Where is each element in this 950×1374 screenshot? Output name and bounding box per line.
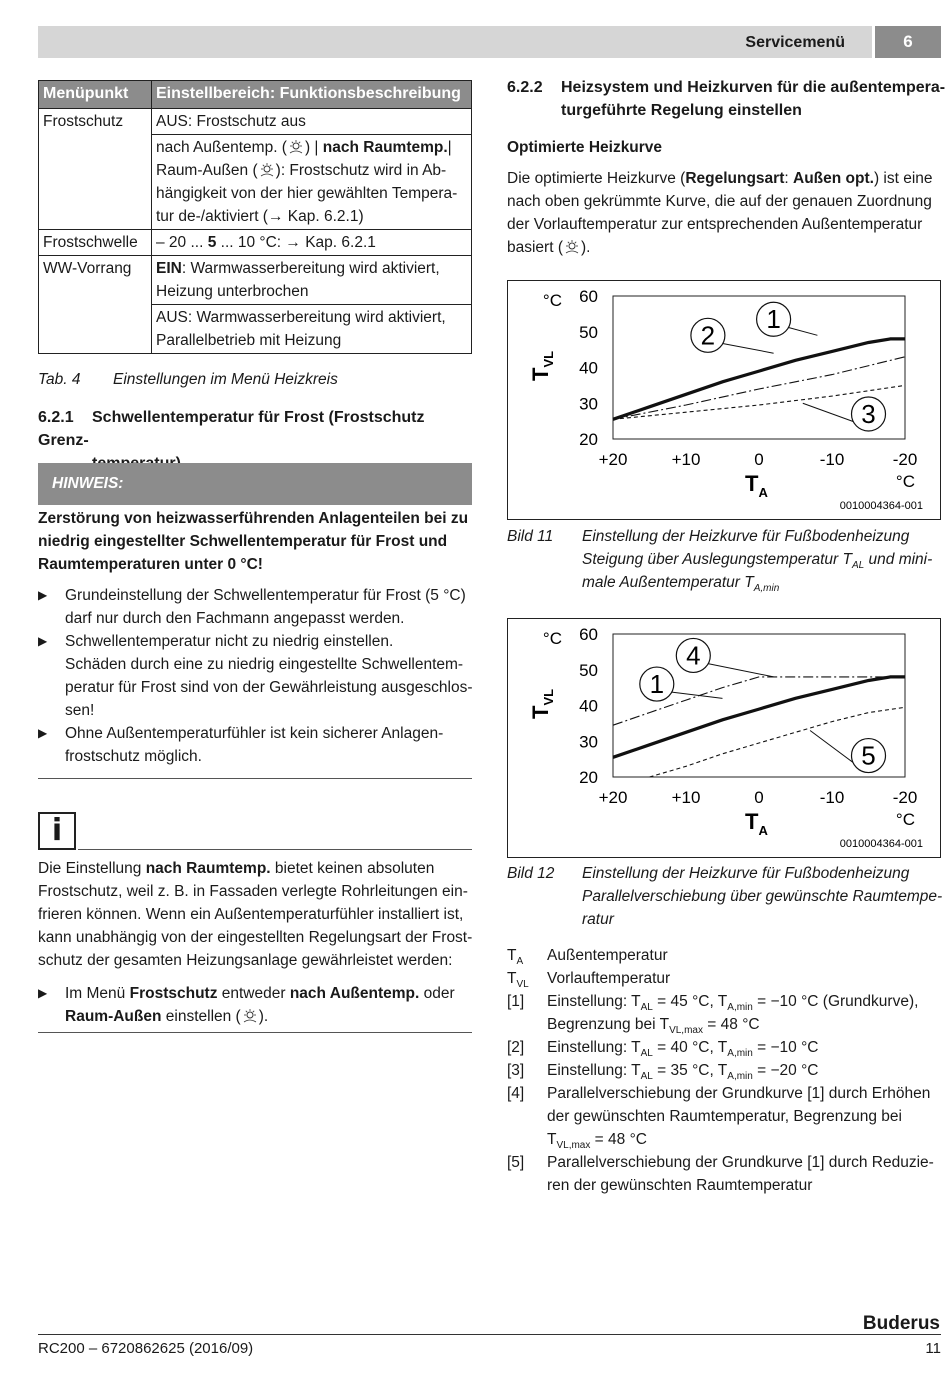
heating-curve-chart-1	[507, 280, 941, 520]
table-caption	[38, 368, 338, 391]
divider	[38, 1032, 472, 1033]
outdoor-temp-icon	[287, 139, 305, 155]
y-tick-label: 50	[579, 322, 598, 342]
legend-item: [3] Einstellung: $T_{AL} = 35$ °C, $T_{A,min} = -20$ °C	[507, 1062, 819, 1083]
info-paragraph: Die Einstellung nach Raumtemp. bietet keinen absoluten Frostschutz, weil z. B. in Fassaden verlegte Rohrleitungen ein- frieren können. Wenn ein Außentemperaturfühler installiert ist, kann unabhängig von der eingestellten Regelungsart der Frost- schutz der gesamten Heizungsanlage gewährleistet werden:	[38, 860, 473, 969]
heading-text: Schwellentemperatur für Frost (Frostschutz Grenz-	[38, 409, 425, 449]
callout-label: 3	[861, 398, 876, 429]
legend-item: [5] Parallelverschiebung der Grundkurve [1] durch Reduzie-	[507, 1154, 934, 1171]
callout-leader	[788, 327, 818, 335]
list-item: ▶ Im Menü Frostschutz entweder nach Außentemp. oder Raum-Außen einstellen ( ).	[38, 982, 478, 1028]
legend-item: $T_{VL,max} = 48$ °C	[547, 1131, 647, 1152]
callout-leader	[707, 663, 773, 676]
callout-leader	[722, 343, 774, 353]
footer-doc-id: RC200 – 6720862625 (2016/09)	[38, 1340, 254, 1357]
warning-bullet-list	[38, 584, 478, 768]
outdoor-temp-icon	[258, 162, 276, 178]
x-unit-label: °C	[895, 472, 915, 491]
x-tick-label: -10	[819, 450, 845, 469]
x-tick-label: 0	[754, 788, 764, 807]
y-tick-label: 30	[579, 732, 598, 752]
table-cell	[152, 305, 472, 354]
text: |	[447, 139, 452, 156]
x-tick-label: +10	[671, 788, 701, 807]
text: nach Raumtemp.	[322, 139, 448, 156]
legend-item: [1] Einstellung: $T_{AL} = 45$ °C, $T_{A,min} = -10$ °C (Grundkurve),	[507, 993, 919, 1014]
legend-item: der gewünschten Raumtemperatur, Begrenzung bei	[547, 1108, 902, 1125]
legend-item: [4] Parallelverschiebung der Grundkurve [1] durch Erhöhen	[507, 1085, 931, 1102]
y-tick-label: 50	[579, 660, 598, 680]
section-6-2-2-heading	[507, 76, 947, 122]
table-cell	[152, 230, 472, 256]
text-line: Zerstörung von heizwasserführenden Anlagenteilen bei zu	[38, 510, 469, 527]
y-tick-label: 60	[579, 625, 598, 644]
divider	[78, 849, 472, 850]
text-line: niedrig eingestellter Schwellentemperatur für Frost und	[38, 533, 448, 550]
divider	[38, 778, 472, 779]
text: AUS: Warmwasserbereitung wird aktiviert,	[156, 309, 446, 326]
legend-item: [2] Einstellung: $T_{AL} = 40$ °C, $T_{A,min} = -10$ °C	[507, 1039, 819, 1060]
heating-curve-chart-2	[507, 618, 941, 858]
text: hängigkeit von der hier gewählten Tempera-	[156, 185, 458, 202]
x-tick-label: -20	[892, 450, 918, 469]
table-cell: AUS: Frostschutz aus	[152, 109, 472, 135]
info-bullet-list	[38, 982, 478, 1028]
y-axis-label: $T_{VL}$	[528, 688, 556, 719]
section-number: 6.2.1	[38, 409, 74, 426]
chart-legend	[507, 944, 947, 1197]
text: nach Außentemp. (	[156, 139, 287, 156]
x-tick-label: 0	[754, 450, 764, 469]
heading-text: turgeführte Regelung einstellen	[561, 102, 802, 119]
table-cell	[152, 256, 472, 305]
page-number: 11	[925, 1340, 941, 1357]
heading-text: Heizsystem und Heizkurven für die außentempera-	[561, 79, 946, 96]
table-cell: Frostschwelle	[39, 230, 152, 256]
callout-label: 4	[686, 640, 701, 671]
subheading-optimierte-heizkurve: Optimierte Heizkurve	[507, 139, 663, 156]
y-tick-label: 40	[579, 358, 598, 378]
caption-number: Tab. 4	[38, 371, 81, 388]
outdoor-temp-icon	[241, 1008, 259, 1024]
table-cell: Frostschutz	[39, 109, 152, 230]
y-tick-label: 20	[579, 768, 598, 787]
callout-label: 2	[700, 320, 716, 351]
figure-caption-11: Bild 11 Einstellung der Heizkurve für Fußbodenheizung Steigung über Auslegungstemperatur $T_{AL}$ und mini- male Außentemperatur $T_{A,min}$	[507, 528, 933, 595]
brand-logo: Buderus	[862, 1313, 940, 1334]
callout-label: 1	[649, 669, 665, 700]
outdoor-temp-icon	[563, 239, 581, 255]
table-header-menupunkt: Menüpunkt	[39, 81, 152, 109]
figure-caption-12: Bild 12 Einstellung der Heizkurve für Fußbodenheizung Parallelverschiebung über gewünschte Raumtempe- ratur	[507, 865, 943, 928]
table-cell: WW-Vorrang	[39, 256, 152, 354]
figure-code: 0010004364-001	[839, 500, 923, 512]
x-unit-label: °C	[895, 810, 915, 829]
text: Raum-Außen (	[156, 162, 258, 179]
header-title: Servicemenü	[745, 34, 845, 51]
list-item: ▶ Ohne Außentemperaturfühler ist kein sicherer Anlagen- frostschutz möglich.	[38, 722, 478, 768]
section-number: 6.2.2	[507, 79, 543, 96]
text: ... 10 °C: → Kap. 6.2.1	[216, 234, 376, 251]
table-row	[39, 256, 472, 305]
text: – 20 ...	[156, 234, 208, 251]
x-tick-label: -10	[819, 788, 845, 807]
chapter-number: 6	[875, 26, 941, 58]
x-tick-label: +20	[598, 788, 628, 807]
y-unit-label: °C	[542, 291, 562, 310]
text: tur de-/aktiviert (→ Kap. 6.2.1)	[156, 208, 364, 225]
callout-leader	[671, 692, 723, 698]
table-row	[39, 109, 472, 135]
y-tick-label: 30	[579, 394, 598, 414]
hinweis-label: HINWEIS:	[52, 475, 124, 492]
text-line: Raumtemperaturen unter 0 °C!	[38, 556, 263, 573]
legend-item: $T_A$ Außentemperatur	[507, 947, 668, 968]
table-cell	[152, 135, 472, 230]
callout-leader	[810, 731, 854, 764]
text: 5	[207, 234, 217, 251]
text: ) |	[304, 139, 323, 156]
info-icon: i	[38, 812, 76, 850]
hinweis-banner	[38, 463, 472, 505]
callout-label: 5	[861, 740, 876, 771]
caption-text: Einstellungen im Menü Heizkreis	[113, 371, 338, 388]
callout-label: 1	[766, 304, 781, 335]
text: ): Frostschutz wird in Ab-	[275, 162, 447, 179]
text: : Warmwasserbereitung wird aktiviert,	[181, 260, 440, 277]
x-axis-label: $T_A$	[745, 809, 768, 838]
y-tick-label: 60	[579, 287, 598, 306]
y-axis-label: $T_{VL}$	[528, 350, 556, 381]
legend-item: ren der gewünschten Raumtemperatur	[547, 1177, 813, 1194]
opt-paragraph: Die optimierte Heizkurve (Regelungsart: Außen opt.) ist eine nach oben gekrümmte Kurve, die auf der genauen Zuordnung der Vorlauftemperatur zur entsprechenden Außentemperatur basiert ( ).	[507, 170, 933, 256]
list-item: ▶ Grundeinstellung der Schwellentemperatur für Frost (5 °C) darf nur durch den Fachmann angepasst werden.	[38, 584, 478, 630]
y-tick-label: 20	[579, 430, 598, 449]
text: Heizung unterbrochen	[156, 283, 309, 300]
footer	[38, 1337, 941, 1360]
legend-item: $T_{VL}$ Vorlauftemperatur	[507, 970, 671, 991]
x-tick-label: +20	[598, 450, 628, 469]
y-unit-label: °C	[542, 629, 562, 648]
figure-code: 0010004364-001	[839, 838, 923, 850]
x-tick-label: -20	[892, 788, 918, 807]
x-axis-label: $T_A$	[745, 471, 768, 500]
y-tick-label: 40	[579, 696, 598, 716]
footer-divider	[38, 1334, 941, 1335]
warning-text	[38, 507, 478, 576]
text: Parallelbetrieb mit Heizung	[156, 332, 342, 349]
legend-item: Begrenzung bei $T_{VL,max} = 48$ °C	[547, 1016, 760, 1037]
text: EIN	[156, 260, 182, 277]
callout-leader	[803, 403, 855, 422]
table-row	[39, 230, 472, 256]
x-tick-label: +10	[671, 450, 701, 469]
menu-table	[38, 80, 472, 354]
list-item: ▶ Schwellentemperatur nicht zu niedrig einstellen. Schäden durch eine zu niedrig eingestellte Schwellentem- peratur für Frost sind von der Gewährleistung ausgeschlos- sen!	[38, 630, 478, 722]
table-header-einstellbereich: Einstellbereich: Funktionsbeschreibung	[152, 81, 472, 109]
